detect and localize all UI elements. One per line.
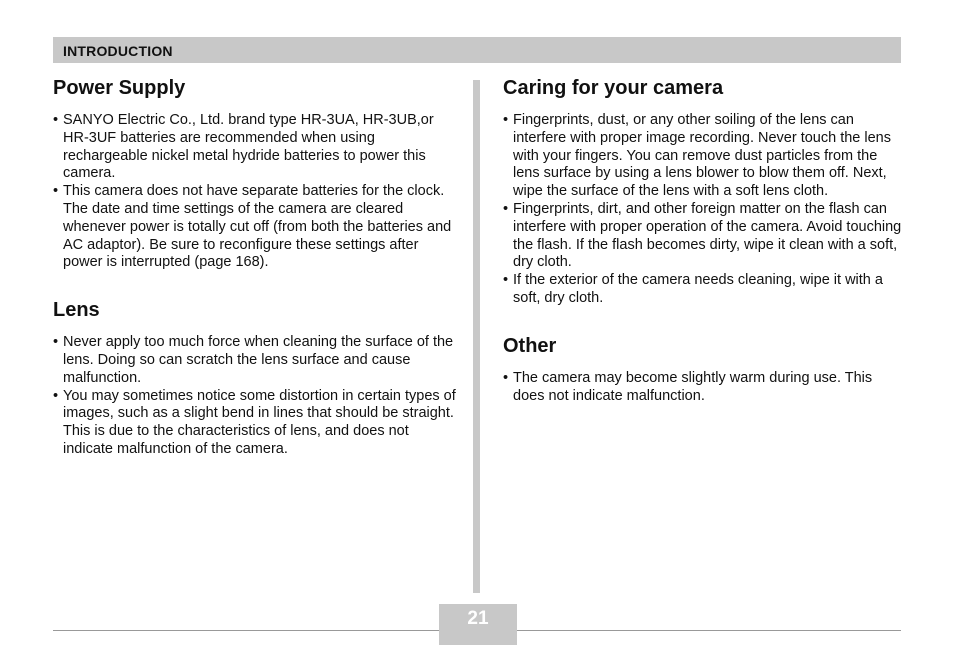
list-item: • SANYO Electric Co., Ltd. brand type HR-3UA, HR-3UB,or HR-3UF batteries are recommended when using rechargeable nickel metal hydride batteries to power this camera. — [53, 112, 458, 183]
list-item: • Never apply too much force when cleaning the surface of the lens. Doing so can scratch the lens surface and cause malfunction. — [53, 334, 458, 387]
lens-heading: Lens — [53, 299, 100, 322]
power-supply-heading: Power Supply — [53, 77, 186, 99]
list-item: • You may sometimes notice some distortion in certain types of images, such as a slight bend in lines that should be straight. This is due to the characteristics of lens, and does not indicate malfunction of the camera. — [53, 388, 458, 459]
section-header-title: INTRODUCTION — [63, 43, 173, 59]
page-number-box — [439, 604, 517, 645]
list-item: • Fingerprints, dust, or any other soiling of the lens can interfere with proper image recording. Never touch the lens with your fingers. You can remove dust particles from the lens surface by using a lens blower to blow them off. Next, wipe the surface of the lens with a soft lens cloth. — [503, 112, 905, 201]
page-number: 21 — [467, 608, 489, 629]
other-section — [503, 334, 905, 406]
list-item: • The camera may become slightly warm during use. This does not indicate malfunction. — [503, 370, 905, 406]
power-supply-section — [53, 76, 458, 272]
list-item: • This camera does not have separate batteries for the clock. The date and time settings of the camera are cleared whenever power is totally cut off (from both the batteries and AC adaptor). Be sure to reconfigure these settings after power is interrupted (page 168). — [53, 183, 458, 272]
other-heading: Other — [503, 334, 557, 357]
caring-section — [503, 76, 905, 308]
column-divider — [473, 80, 480, 593]
list-item: • Fingerprints, dirt, and other foreign matter on the flash can interfere with proper operation of the camera. Avoid touching the flash. If the flash becomes dirty, wipe it clean with a soft, dry cloth. — [503, 201, 905, 272]
list-item: • If the exterior of the camera needs cleaning, wipe it with a soft, dry cloth. — [503, 272, 905, 308]
power-supply-list — [53, 112, 458, 272]
section-header-bar — [53, 37, 901, 63]
left-column — [53, 76, 458, 485]
other-list — [503, 370, 905, 406]
caring-heading: Caring for your camera — [503, 77, 724, 99]
caring-list — [503, 112, 905, 308]
lens-section — [53, 298, 458, 459]
right-column — [503, 76, 905, 431]
lens-list — [53, 334, 458, 459]
